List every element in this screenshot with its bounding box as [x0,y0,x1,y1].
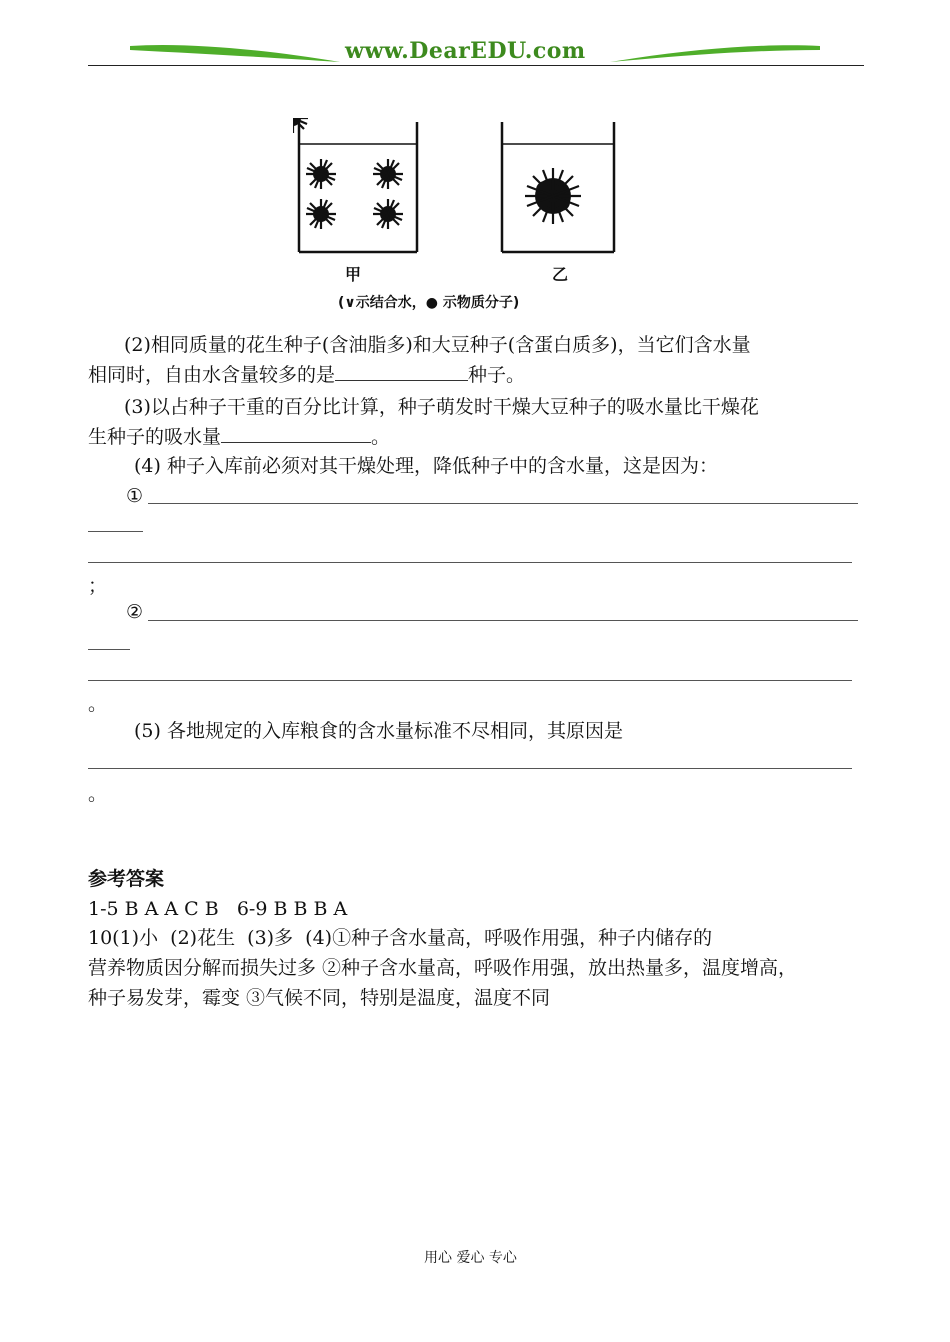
q3-line-2 [88,425,390,449]
header-logo: www.DearEDU.com [345,38,586,64]
q2-line-1: (2)相同质量的花生种子(含油脂多)和大豆种子(含蛋白质多)，当它们含水量 [124,334,751,356]
left-swoosh-icon [128,40,343,66]
q4-answer-2-line-c[interactable] [88,680,852,681]
answers-line-2: 10(1)小 (2)花生 (3)多 (4)①种子含水量高，呼吸作用强，种子内储存的 [88,927,713,949]
figure-label-left: 甲 [345,265,362,284]
header-rule [88,65,864,66]
q4-answer-1-line-b[interactable] [88,531,143,532]
answers-title: 参考答案 [88,868,165,890]
q4-marker-2: ② [126,601,144,623]
q5-line-1: (5) 各地规定的入库粮食的含水量标准不尽相同，其原因是 [134,720,623,742]
figure-label-right: 乙 [552,265,569,284]
q2-prefix: 相同时，自由水含量较多的是 [88,364,336,386]
q4-answer-1-line-a[interactable] [148,503,858,504]
q5-answer-line[interactable] [88,768,852,769]
q4-answer-2-line-a[interactable] [148,620,858,621]
q3-answer-blank[interactable] [221,426,371,443]
right-swoosh-icon [608,40,823,66]
q2-line-2 [88,363,525,387]
q4-end-2: 。 [88,693,108,715]
diagram-beaker-b [496,118,622,258]
diagram-beaker-a [293,118,425,258]
q5-end: 。 [88,783,108,805]
answers-line-4: 种子易发芽，霉变 ③气候不同，特别是温度，温度不同 [88,987,551,1009]
answers-line-1: 1-5 B A A C B 6-9 B B B A [88,898,348,920]
answers-line-3: 营养物质因分解而损失过多 ②种子含水量高，呼吸作用强，放出热量多，温度增高， [88,957,798,979]
q4-answer-2-line-b[interactable] [88,649,130,650]
q4-end-1: ； [88,575,108,597]
q2-suffix: 种子。 [468,364,526,386]
q3-suffix: 。 [371,426,391,448]
q3-prefix: 生种子的吸水量 [88,426,222,448]
q4-answer-1-line-c[interactable] [88,562,852,563]
q4-line-1: (4) 种子入库前必须对其干燥处理，降低种子中的含水量，这是因为： [134,455,718,477]
q2-answer-blank[interactable] [335,364,468,381]
q4-marker-1: ① [126,485,144,507]
q3-line-1: (3)以占种子干重的百分比计算，种子萌发时干燥大豆种子的吸水量比干燥花 [124,396,759,418]
page-footer: 用心 爱心 专心 [424,1250,517,1266]
figure-legend: (∨示结合水，● 示物质分子) [338,295,520,311]
